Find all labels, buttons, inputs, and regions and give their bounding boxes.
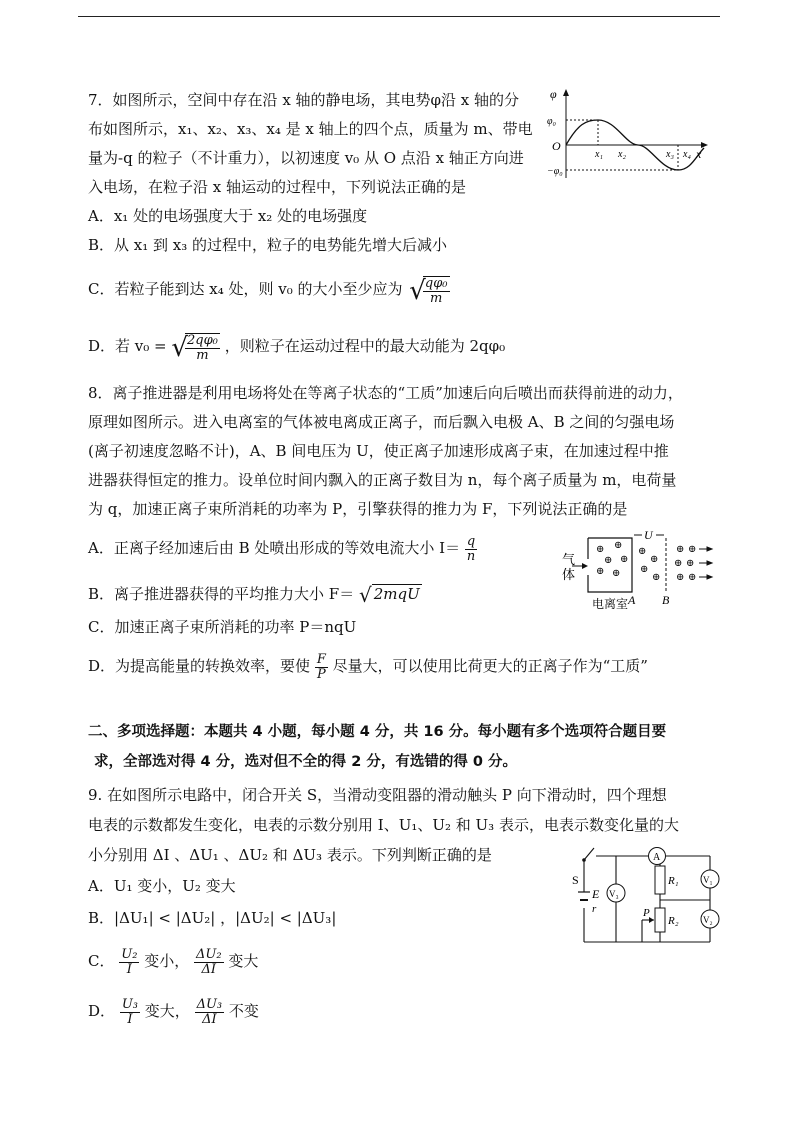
q9-option-d-fraction-2 bbox=[195, 998, 225, 1027]
q7-option-d-radical: √ $\frac{\text{2qφ₀}}{m}$ bbox=[171, 332, 218, 363]
svg-text:⊕: ⊕ bbox=[688, 572, 697, 583]
q8-fig-gas-label-1: 气 bbox=[562, 552, 576, 567]
q9-option-b: B．|ΔU₁| < |ΔU₂| ，|ΔU₂| < |ΔU₃| bbox=[88, 909, 337, 927]
q9-option-c-f2-denominator: ΔI bbox=[201, 961, 217, 977]
q8-ion-thruster-figure bbox=[558, 530, 728, 614]
q7-option-d-suffix: ，则粒子在运动过程中的最大动能为 2qφ₀ bbox=[224, 337, 506, 355]
q8-option-d-fraction bbox=[315, 653, 328, 682]
q9-stem-line-3: 小分别用 ΔI 、ΔU₁ 、ΔU₂ 和 ΔU₃ 表示。下列判断正确的是 bbox=[88, 846, 492, 864]
q7-graph-x4-label: x₄ bbox=[683, 149, 691, 160]
q8-option-c: C．加速正离子束所消耗的功率 P＝nqU bbox=[88, 618, 357, 636]
q9-v1-label: V₁ bbox=[703, 875, 713, 885]
svg-text:⊕: ⊕ bbox=[676, 544, 685, 555]
q7-option-c-denominator: m bbox=[430, 290, 443, 306]
q9-v3-label: V₃ bbox=[609, 889, 619, 899]
svg-text:⊕: ⊕ bbox=[676, 572, 685, 583]
q9-option-c-f2-numerator: ΔU₂ bbox=[196, 946, 222, 962]
q8-fig-chamber-label: 电离室 bbox=[592, 597, 629, 611]
q9-option-c-f1-denominator: I bbox=[126, 961, 132, 977]
q7-option-a: A．x₁ 处的电场强度大于 x₂ 处的电场强度 bbox=[88, 207, 368, 225]
q9-v2-label: V₂ bbox=[703, 915, 713, 925]
q9-option-d-label: D． bbox=[88, 1002, 116, 1020]
q9-option-c-fraction-2 bbox=[194, 948, 224, 977]
q8-option-a-text: A．正离子经加速后由 B 处喷出形成的等效电流大小 I＝ bbox=[88, 539, 461, 557]
q7-stem-line-2: 布如图所示，x₁、x₂、x₃、x₄ 是 x 轴上的四个点，质量为 m、带电 bbox=[88, 120, 533, 138]
q8-fig-voltage-label: U bbox=[644, 530, 653, 542]
q8-stem-line-2: 原理如图所示。进入电离室的气体被电离成正离子，而后飘入电极 A、B 之间的匀强电场 bbox=[88, 413, 675, 431]
q7-graph-negphi0-label: −φ₀ bbox=[547, 166, 563, 177]
q9-option-d-end: 不变 bbox=[228, 1002, 259, 1020]
q9-emf-label: E bbox=[592, 887, 600, 901]
q8-option-a-numerator: q bbox=[465, 535, 477, 550]
svg-text:⊕: ⊕ bbox=[650, 554, 659, 565]
q9-rheostat-r2 bbox=[655, 908, 665, 932]
q8-option-b-text: B．离子推进器获得的平均推力大小 F＝ bbox=[88, 585, 355, 603]
q9-stem-line-2: 电表的示数都发生变化，电表的示数分别用 I、U₁、U₂ 和 U₃ 表示，电表示数变化量的大 bbox=[88, 816, 679, 834]
svg-text:⊕: ⊕ bbox=[596, 566, 605, 577]
q7-graph-origin-label: O bbox=[552, 139, 561, 153]
q7-option-d-numerator: 2qφ₀ bbox=[186, 332, 218, 348]
q8-stem-line-5: 为 q，加速正离子束所消耗的功率为 P，引擎获得的推力为 F，下列说法正确的是 bbox=[88, 500, 628, 518]
q9-circuit-wires bbox=[584, 848, 710, 942]
arrow-right-icon bbox=[649, 917, 654, 923]
q7-option-b: B．从 x₁ 到 x₃ 的过程中，粒子的电势能先增大后减小 bbox=[88, 236, 448, 254]
svg-text:⊕: ⊕ bbox=[596, 544, 605, 555]
q8-option-b-radicand: 2mqU bbox=[373, 585, 420, 603]
svg-text:⊕: ⊕ bbox=[652, 572, 661, 583]
q9-option-d-f2-denominator: ΔI bbox=[202, 1011, 217, 1027]
q8-option-d-denominator: P bbox=[316, 666, 326, 682]
q7-stem-line-4: 入电场，在粒子沿 x 轴运动的过程中，下列说法正确的是 bbox=[88, 178, 466, 196]
q8-fig-a-label: A bbox=[628, 593, 636, 607]
q8-stem-line-4: 进器获得恒定的推力。设单位时间内飘入的正离子数目为 n，每个离子质量为 m，电荷量 bbox=[88, 471, 677, 489]
svg-text:⊕: ⊕ bbox=[640, 564, 649, 575]
q8-option-d-suffix: 尽量大，可以使用比荷更大的正离子作为“工质” bbox=[332, 657, 648, 675]
arrow-up-icon bbox=[563, 89, 569, 96]
q7-stem-line-1: 7．如图所示，空间中存在沿 x 轴的静电场，其电势φ沿 x 轴的分 bbox=[88, 91, 520, 109]
q7-option-c-numerator: qφ₀ bbox=[424, 275, 448, 291]
q9-option-d-mid: 变大， bbox=[144, 1002, 190, 1020]
q9-option-d-f2-numerator: ΔU₃ bbox=[196, 996, 223, 1012]
q9-r2-label: R₂ bbox=[668, 915, 679, 927]
q7-stem-line-3: 量为-q 的粒子（不计重力），以初速度 v₀ 从 O 点沿 x 轴正方向进 bbox=[88, 149, 524, 167]
svg-text:⊕: ⊕ bbox=[620, 554, 629, 565]
q9-option-c-end: 变大 bbox=[228, 952, 259, 970]
q8-fig-gas-label-2: 体 bbox=[562, 567, 576, 582]
q9-internal-r-label: r bbox=[592, 903, 597, 915]
arrow-right-icon bbox=[701, 142, 708, 148]
q7-option-c-radical: √ $\frac{\text{qφ₀}}{m}$ bbox=[409, 275, 448, 306]
q8-option-a-denominator: n bbox=[466, 548, 476, 564]
svg-text:⊕: ⊕ bbox=[674, 558, 683, 569]
q7-graph-phi0-label: φ₀ bbox=[547, 116, 557, 127]
q9-ammeter-label: A bbox=[653, 852, 661, 863]
header-rule bbox=[78, 16, 720, 17]
q9-option-d-fraction-1 bbox=[120, 998, 140, 1027]
q9-stem-line-1: 9. 在如图所示电路中，闭合开关 S，当滑动变阻器的滑动触头 P 向下滑动时，四个理想 bbox=[88, 786, 667, 804]
q8-stem-line-3: (离子初速度忽略不计)，A、B 间电压为 U，使正离子加速形成离子束，在加速过程中推 bbox=[88, 442, 669, 460]
q9-circuit-figure bbox=[572, 840, 722, 946]
q7-graph-x2-label: x₂ bbox=[618, 149, 626, 160]
q7-graph-phi-label: φ bbox=[550, 87, 557, 101]
q9-option-d-f1-numerator: U₃ bbox=[121, 996, 138, 1012]
q9-resistor-r1 bbox=[655, 866, 665, 894]
q9-option-c-fraction-1 bbox=[119, 948, 139, 977]
svg-text:⊕: ⊕ bbox=[638, 546, 647, 557]
q7-option-d-denominator: m bbox=[196, 347, 209, 363]
q8-option-d-numerator: F bbox=[316, 651, 326, 667]
svg-text:⊕: ⊕ bbox=[614, 540, 623, 551]
q7-graph-x3-label: x₃ bbox=[666, 149, 674, 160]
svg-text:⊕: ⊕ bbox=[604, 555, 613, 566]
q8-fig-ions bbox=[596, 540, 696, 583]
q9-p-label: P bbox=[643, 907, 650, 919]
q9-option-d bbox=[88, 993, 259, 1029]
q7-option-c-text: C．若粒子能到达 x₄ 处，则 v₀ 的大小至少应为 bbox=[88, 280, 403, 298]
q7-option-d bbox=[88, 328, 505, 366]
q7-option-c bbox=[88, 271, 450, 309]
q8-option-a-fraction bbox=[465, 535, 477, 564]
q7-option-d-text: D．若 v₀ = bbox=[88, 337, 167, 355]
q9-option-a: A．U₁ 变小，U₂ 变大 bbox=[88, 877, 236, 895]
svg-text:⊕: ⊕ bbox=[688, 544, 697, 555]
section-2-heading-line-2: 求，全部选对得 4 分，选对但不全的得 2 分，有选错的得 0 分。 bbox=[94, 754, 518, 770]
svg-text:⊕: ⊕ bbox=[686, 558, 695, 569]
q9-option-c-label: C． bbox=[88, 952, 115, 970]
q7-graph-x-label: x bbox=[696, 147, 702, 161]
arrow-right-icon bbox=[582, 563, 588, 569]
q8-option-a bbox=[88, 530, 477, 566]
q9-option-c-f1-numerator: U₂ bbox=[121, 946, 138, 962]
q9-r1-label: R₁ bbox=[668, 875, 679, 887]
section-2-heading-line-1: 二、多项选择题：本题共 4 小题，每小题 4 分，共 16 分。每小题有多个选项符合题目要 bbox=[88, 724, 667, 740]
q7-potential-graph bbox=[546, 86, 716, 182]
q8-option-d bbox=[88, 648, 648, 684]
q9-switch-label: S bbox=[572, 873, 579, 887]
q8-stem-line-1: 8．离子推进器是利用电场将处在等离子状态的“工质”加速后向后喷出而获得前进的动力， bbox=[88, 384, 683, 402]
svg-text:⊕: ⊕ bbox=[612, 568, 621, 579]
q9-switch-pivot bbox=[582, 858, 586, 862]
q8-option-b: B．离子推进器获得的平均推力大小 F＝ √ 2mqU bbox=[88, 583, 420, 607]
q9-option-d-f1-denominator: I bbox=[127, 1011, 133, 1027]
q9-option-c bbox=[88, 943, 258, 979]
q8-fig-beam-arrows bbox=[699, 547, 712, 579]
q8-option-d-text: D．为提高能量的转换效率，要使 bbox=[88, 657, 311, 675]
q9-option-c-mid: 变小， bbox=[144, 952, 190, 970]
q8-fig-b-label: B bbox=[662, 593, 670, 607]
q7-graph-x1-label: x₁ bbox=[595, 149, 603, 160]
